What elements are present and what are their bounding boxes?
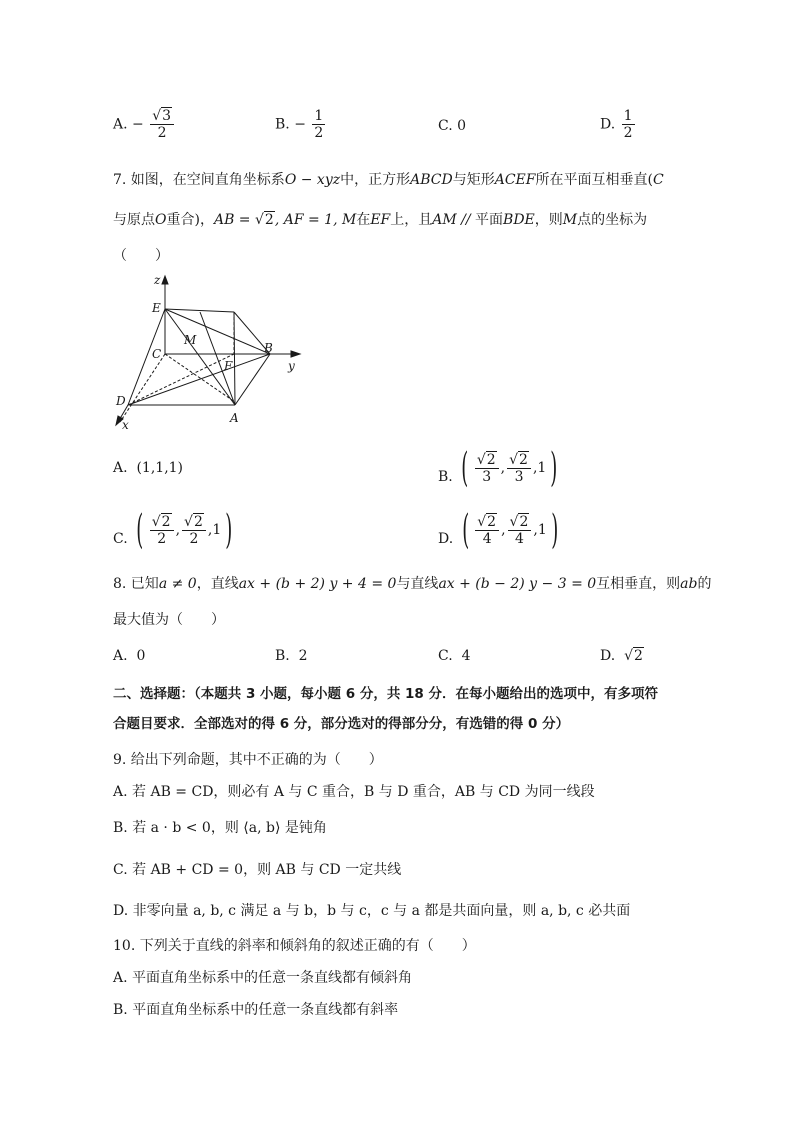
q6-option-a [113,108,176,141]
q8-stem-line2: 最大值为（ ） [113,612,225,628]
q7-option-a: A. (1,1,1) [113,460,184,476]
q7-stem-line1: 7. 如图，在空间直角坐标系O − xyz中，正方形ABCD与矩形ACEF所在平面互相垂直(C [113,172,664,188]
q7-answer-blank: （ ） [113,248,169,264]
radicand: 3 [162,108,172,124]
q8-option-a: A. 0 [113,648,146,664]
q7-stem-line2: 与原点O重合)，AB = √2, AF = 1, M在EF上，且AM // 平面BDE，则M点的坐标为 [113,212,648,228]
x-axis-hidden [120,354,165,422]
option-label: B. [275,116,290,133]
label-y: y [288,359,295,373]
fraction: $\frac{√3}{2}$ [150,108,174,141]
q8-option-c: C. 4 [438,648,471,664]
label-M: M [184,333,197,347]
q7-geometry-figure [110,272,310,432]
q9-stem: 9. 给出下列命题，其中不正确的为（ ） [113,752,383,768]
denominator: 2 [623,125,633,141]
label-D: D [116,394,126,408]
label-x: x [122,418,129,432]
denominator: 2 [314,125,324,141]
fraction [312,108,325,141]
y-arrow [291,351,300,357]
q7-option-b: B. ( $\frac{√2}{3}$ , $\frac{√2}{3}$ , 1 ) [438,445,558,491]
option-label: A. [113,116,128,133]
label-F: F [224,359,233,373]
q9-option-d: D. 非零向量 a, b, c 满足 a 与 b，b 与 c，c 与 a 都是共面向量，则 a, b, c 必共面 [113,903,631,919]
q8-option-b: B. 2 [275,648,308,664]
option-value: 0 [457,118,467,134]
q9-option-b: B. 若 a · b < 0，则 ⟨a, b⟩ 是钝角 [113,820,327,836]
option-label: D. [600,116,616,133]
label-z: z [154,273,161,287]
q10-option-a: A. 平面直角坐标系中的任意一条直线都有倾斜角 [113,970,413,986]
q6-option-d [600,108,637,141]
label-B: B [264,341,273,355]
q9-option-a: A. 若 AB = CD，则必有 A 与 C 重合，B 与 D 重合，AB 与 CD 为同一线段 [113,784,595,800]
option-label: C. [438,118,453,134]
minus-sign: − [294,116,306,133]
fraction [622,108,635,141]
numerator: 1 [623,108,633,124]
numerator: 1 [314,108,324,124]
q8-stem-line1: 8. 已知a ≠ 0，直线ax + (b + 2) y + 4 = 0与直线ax + (b − 2) y − 3 = 0互相垂直，则ab的 [113,576,712,592]
z-arrow [162,276,168,284]
q7-option-d: D. ( $\frac{√2}{4}$ , $\frac{√2}{4}$ , 1 ) [438,507,559,553]
q10-option-b: B. 平面直角坐标系中的任意一条直线都有斜率 [113,1002,399,1018]
section2-heading-line1: 二、选择题：（本题共 3 小题，每小题 6 分，共 18 分．在每小题给出的选项中，有多项符 [113,686,659,702]
q6-option-b [275,108,327,141]
q7-option-c: C. ( $\frac{√2}{2}$ , $\frac{√2}{2}$ , 1 ) [113,507,233,553]
label-C: C [152,347,162,361]
q10-stem: 10. 下列关于直线的斜率和倾斜角的叙述正确的有（ ） [113,938,476,954]
q8-option-d: D. √2 [600,648,643,664]
section2-heading-line2: 合题目要求．全部选对的得 6 分，部分选对的得部分分，有选错的得 0 分） [113,716,570,732]
minus-sign: − [132,116,144,133]
q6-option-c [438,118,466,134]
label-A: A [230,411,239,425]
q9-option-c: C. 若 AB + CD = 0，则 AB 与 CD 一定共线 [113,862,402,878]
denominator: 2 [157,125,167,141]
label-E: E [152,301,161,315]
